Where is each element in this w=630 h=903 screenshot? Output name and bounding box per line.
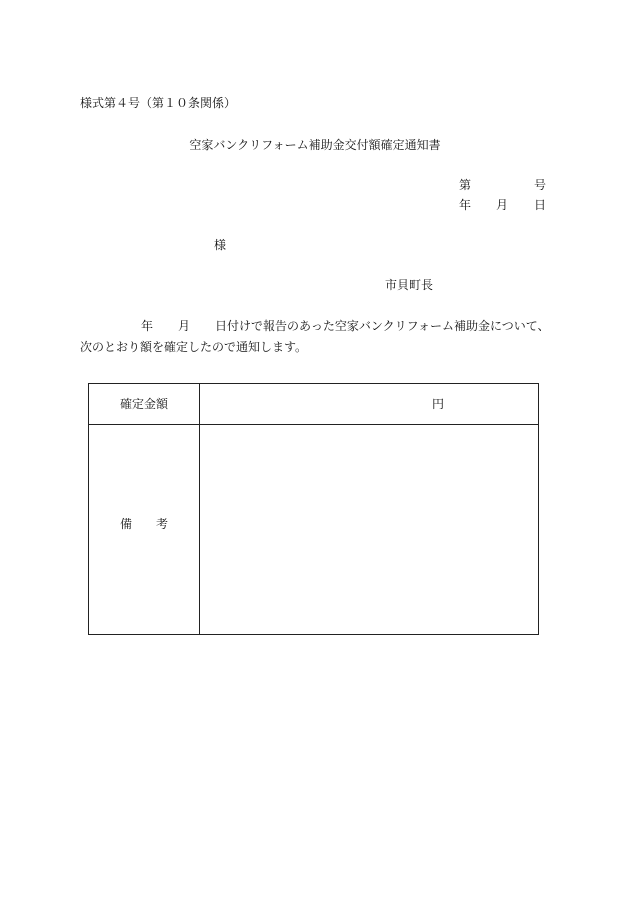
issue-date-year: 年 [459,198,472,212]
amount-table [88,383,539,635]
yen-unit: 円 [432,397,445,411]
body-text-line-1: 日付けで報告のあった空家バンクリフォーム補助金について、 [215,319,550,333]
confirmed-amount-field [200,384,538,424]
issue-date-day: 日 [534,198,547,212]
body-text-line-2: 次のとおり額を確定したので通知します。 [80,340,308,354]
reference-number-suffix: 号 [534,178,547,192]
remarks-label-char-1: 備 [119,517,132,531]
document-title: 空家バンクリフォーム補助金交付額確定通知書 [189,138,441,152]
remarks-label-char-2: 考 [156,517,169,531]
reference-number-prefix: 第 [459,178,472,192]
confirmed-amount-label: 確定金額 [119,397,168,411]
issue-date-month: 月 [496,198,509,212]
remarks-label [89,518,199,530]
sender-name: 市貝町長 [385,278,434,292]
report-date-month: 月 [178,319,191,333]
form-number: 様式第４号（第１０条関係） [80,96,237,110]
addressee-honorific: 様 [214,238,227,252]
remarks-field [200,425,538,634]
report-date-year: 年 [141,319,154,333]
